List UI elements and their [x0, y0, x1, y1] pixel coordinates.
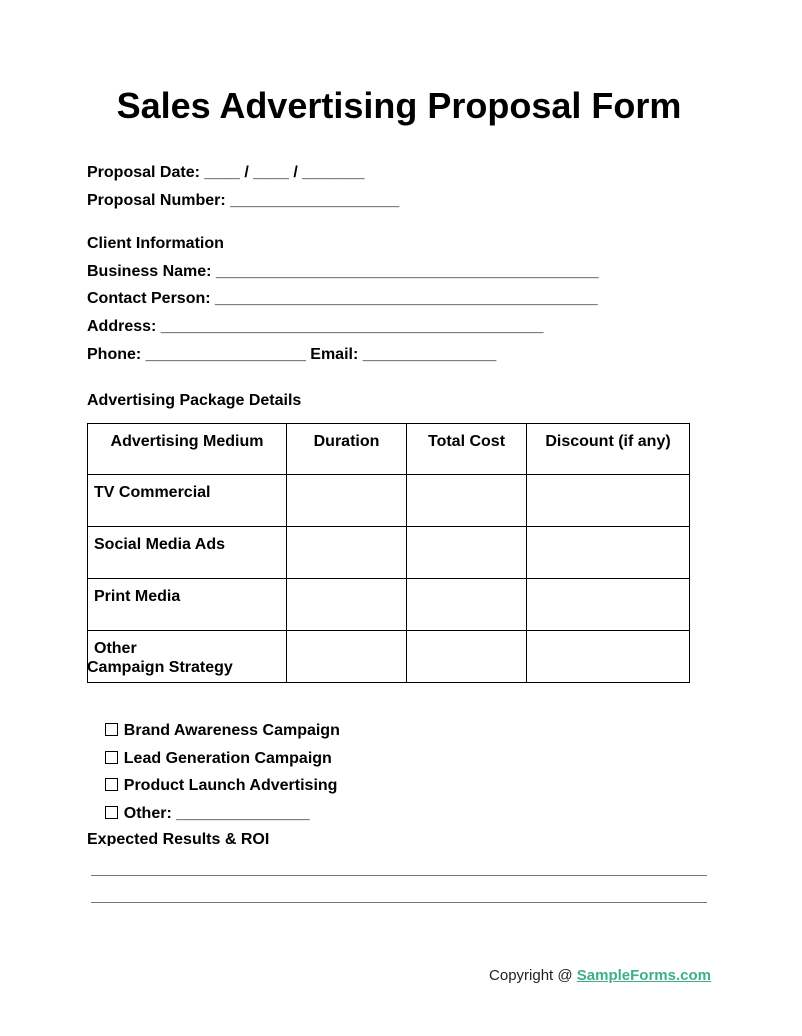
- discount-cell[interactable]: [527, 527, 690, 579]
- total-cost-cell[interactable]: [407, 579, 527, 631]
- total-cost-cell[interactable]: [407, 475, 527, 527]
- package-table: [87, 423, 690, 683]
- expected-results-heading: Expected Results & ROI: [87, 831, 270, 846]
- medium-cell: Print Media: [88, 579, 287, 631]
- page-title: Sales Advertising Proposal Form: [116, 85, 682, 126]
- column-header: Duration: [287, 424, 407, 475]
- option-label: Lead Generation Campaign: [123, 750, 332, 767]
- address-field[interactable]: Address: ___________________________________________: [87, 318, 544, 335]
- phone-email-field[interactable]: Phone: __________________ Email: _______________: [87, 346, 497, 363]
- duration-cell[interactable]: [287, 631, 407, 683]
- medium-cell: Other: [88, 631, 287, 683]
- table-row: [88, 579, 690, 631]
- discount-cell[interactable]: [527, 631, 690, 683]
- medium-cell: Social Media Ads: [88, 527, 287, 579]
- discount-cell[interactable]: [527, 475, 690, 527]
- proposal-date-field[interactable]: Proposal Date: ____ / ____ / _______: [87, 164, 365, 181]
- table-header-row: [88, 424, 690, 475]
- table-row: [88, 527, 690, 579]
- contact-person-field[interactable]: Contact Person: ___________________________________________: [87, 290, 598, 307]
- duration-cell[interactable]: [287, 527, 407, 579]
- medium-cell: TV Commercial: [88, 475, 287, 527]
- brand-link[interactable]: SampleForms.com: [576, 967, 711, 984]
- table-row: [88, 475, 690, 527]
- option-label: Other: _______________: [123, 805, 310, 822]
- discount-cell[interactable]: [527, 579, 690, 631]
- duration-cell[interactable]: [287, 475, 407, 527]
- total-cost-cell[interactable]: [407, 527, 527, 579]
- column-header: Discount (if any): [527, 424, 690, 475]
- total-cost-cell[interactable]: [407, 631, 527, 683]
- client-info-heading: Client Information: [87, 235, 224, 252]
- proposal-number-field[interactable]: Proposal Number: ___________________: [87, 192, 400, 209]
- copyright-text: Copyright @: [489, 967, 577, 984]
- option-label: Product Launch Advertising: [123, 777, 338, 794]
- campaign-strategy-heading: Campaign Strategy: [87, 659, 233, 676]
- column-header: Total Cost: [407, 424, 527, 475]
- column-header: Advertising Medium: [88, 424, 287, 475]
- checkbox-icon[interactable]: [105, 806, 118, 819]
- duration-cell[interactable]: [287, 579, 407, 631]
- results-answer-line[interactable]: [91, 902, 707, 903]
- package-heading: Advertising Package Details: [87, 392, 302, 409]
- copyright-footer: [400, 966, 711, 986]
- results-answer-line[interactable]: [91, 875, 707, 876]
- option-label: Brand Awareness Campaign: [123, 722, 340, 739]
- business-name-field[interactable]: Business Name: ___________________________________________: [87, 263, 599, 280]
